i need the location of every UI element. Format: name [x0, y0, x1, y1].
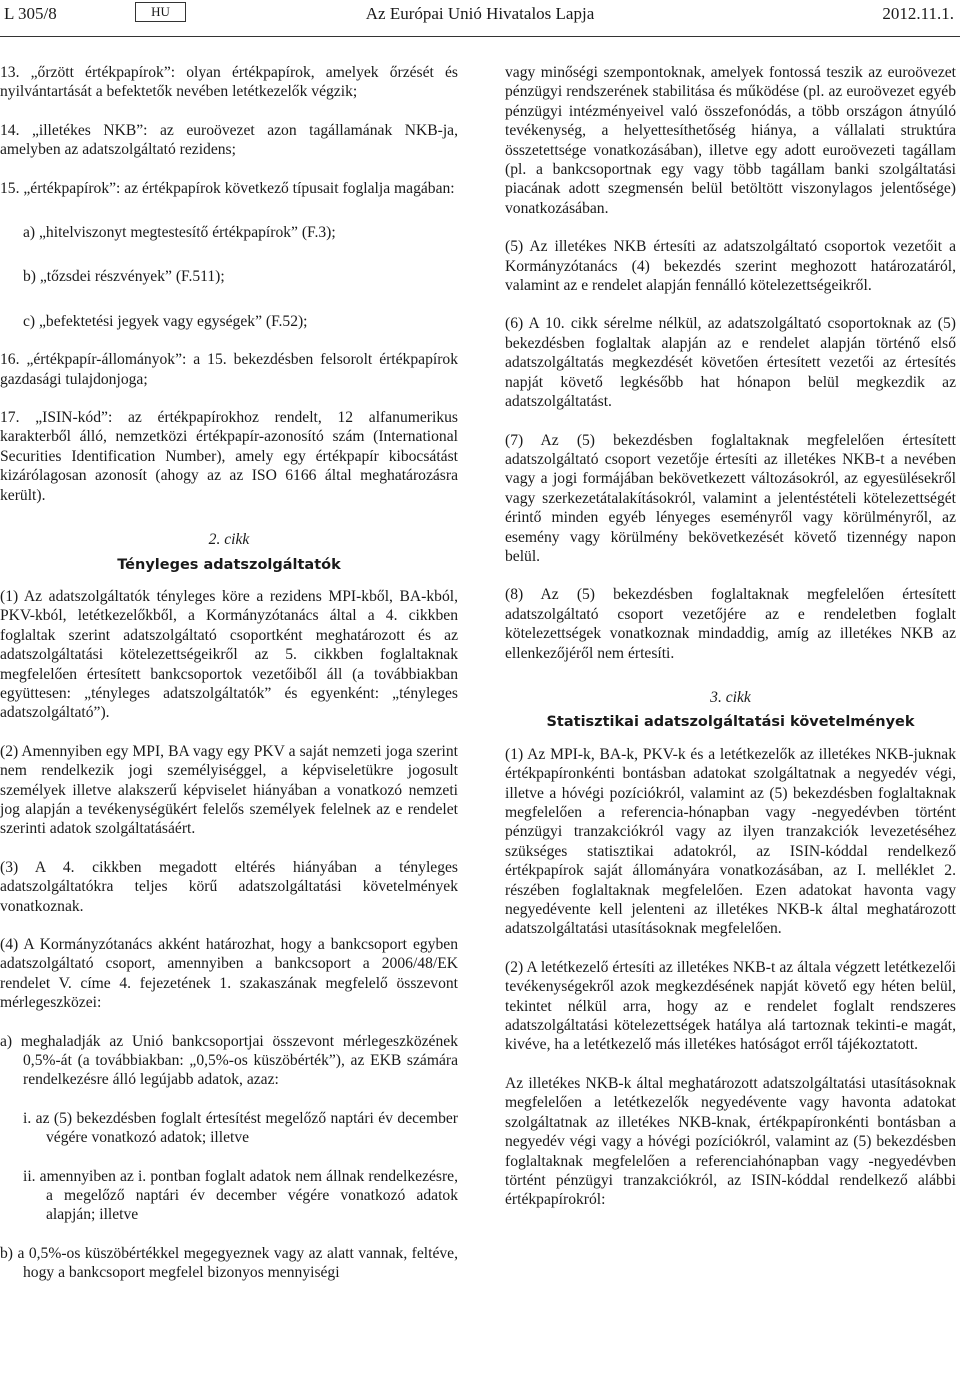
paragraph-14: 14. „illetékes NKB”: az euroövezet azon tagállamának NKB-ja, amelyben az adatszolgáltató rezidens;: [0, 121, 458, 159]
article-2-paragraph-4-a: a) meghaladják az Unió bankcsoportjai összevont mérlegeszközének 0,5%-át (a továbbiakban: „0,5%-os küszöbérték”), az EKB számára rendelkezésre álló legújabb adatok, azaz:: [0, 1032, 458, 1089]
article-2-paragraph-7: (7) Az (5) bekezdésben foglaltaknak megfelelően értesített adatszolgáltató csoport vezetője értesíti az illetékes NKB-t a nevében vagy a jogi formájában bekövetkezett változásokról, az egyesülésekről vagy szerkezetátalakításokról, valamint a jelentéstételi kötelezettségét érintő minden egyéb lényeges eseményről vagy körülményről, az esemény vagy körülmény bekövetkezését követő tizennégy napon belül.: [505, 431, 956, 565]
journal-title: Az Európai Unió Hivatalos Lapja: [365, 4, 595, 23]
header-divider: [0, 36, 960, 37]
article-2-paragraph-6: (6) A 10. cikk sérelme nélkül, az adatszolgáltató csoportoknak az (5) bekezdésben foglaltak alapján az e rendelet alapján történő első adatszolgáltatás megkezdését követően értesített vezetői az értesítés napját követő legkésőbb hat hónapon belül megkezdik az adatszolgáltatást.: [505, 315, 956, 411]
article-2-paragraph-1: (1) Az adatszolgáltatók tényleges köre a rezidens MPI-kből, BA-kból, PKV-kból, letétkezelőkből, a Kormányzótanács által a 4. cikkben foglaltak szerint adatszolgáltató csoportként meghatározott és az adatszolgáltatási kötelezettségeikről az 5. cikkben foglaltaknak megfelelően értesített bankcsoportok vezetőiből áll (a továbbiakban együttesen: „tényleges adatszolgáltatók” és egyenként: „tényleges adatszolgáltató”).: [0, 587, 458, 722]
paragraph-15-a: a) „hitelviszonyt megtestesítő értékpapírok” (F.3);: [23, 224, 336, 242]
article-3-paragraph-2-continued: Az illetékes NKB-k által meghatározott adatszolgáltatási utasításoknak megfelelően a letétkezelők negyedévente vagy havonta adatokat szolgáltatnak az illetékes NKB-knak, értékpapíronkénti bontásban a negyedév végi vagy a hóvégi pozíciókról, valamint az (5) bekezdésben foglaltaknak megfelelően a referenciahónapban vagy -negyedévben történt pénzügyi tranzakciókról, az ISIN-kóddal rendelkező alábbi értékpapírokról:: [505, 1074, 956, 1209]
article-2-number: 2. cikk: [208, 531, 250, 549]
paragraph-15-b: b) „tőzsdei részvények” (F.511);: [23, 268, 225, 286]
article-3-number: 3. cikk: [710, 688, 751, 706]
article-3-paragraph-1: (1) Az MPI-k, BA-k, PKV-k és a letétkezelők az illetékes NKB-juknak értékpapíronkénti bontásban adatokat szolgáltatnak a negyedév végi, illetve a hóvégi pozíciókról, valamint az (5) bekezdésben foglaltaknak megfelelően a referencia-hónapban vagy -negyedévben történt pénzügyi tranzakciókról vagy az ilyen tranzakciók levezetéséhez szükséges statisztikai adatokról, az ISIN-kóddal rendelkező értékpapírok saját állományára vonatkozásában, az I. melléklet 2. részében foglaltaknak megfelelően. Ezen adatokat havonta vagy negyedévente kell jelenteni az illetékes NKB-k által meghatározott adatszolgáltatási utasításoknak megfelelően.: [505, 745, 956, 938]
left-column: [0, 63, 458, 1283]
article-2-paragraph-2: (2) Amennyiben egy MPI, BA vagy egy PKV a saját nemzeti joga szerint nem rendelkezik jogi személyiséggel, a képviseletükre jogosult személyek illetve alakszerű képviselet hiányában a vonatkozó nemzeti jog alapján a tevékenységükért felelős személyek felelnek az e rendelet szerinti adatok szolgáltatásáért.: [0, 742, 458, 838]
article-3-title: Statisztikai adatszolgáltatási követelmények: [546, 714, 915, 731]
paragraph-16: 16. „értékpapír-állományok”: a 15. bekezdésben felsorolt értékpapírok gazdasági tulajdonjoga;: [0, 351, 458, 388]
article-2-paragraph-4-a-i: i. az (5) bekezdésben foglalt értesítést megelőző naptári év december végére vonatkozó adatok; illetve: [23, 1109, 458, 1147]
paragraph-15: 15. „értékpapírok”: az értékpapírok következő típusait foglalja magában:: [0, 179, 455, 197]
article-2-paragraph-4: (4) A Kormányzótanács akként határozhat, hogy a bankcsoport egyben adatszolgáltató csoport, amennyiben a bankcsoport a 2006/48/EK rendelet V. címe 4. fejezetének 1. szakaszának megfelelő összevont mérlegeszközei:: [0, 936, 458, 1012]
article-2-title: Tényleges adatszolgáltatók: [117, 556, 341, 573]
page-reference: L 305/8: [4, 4, 57, 23]
paragraph-13: 13. „őrzött értékpapírok”: olyan értékpapírok, amelyek őrzését és nyilvántartását a befektetők nevében letétkezelők végzik;: [0, 64, 458, 101]
paragraph-4-b-continued: vagy minőségi szempontoknak, amelyek fontossá teszik az euroövezet pénzügyi rendszerének stabilitása és működése (pl. az euroövezet egyéb pénzügyi intézményeivel való összefonódás, a több országon átnyúló tevékenység, a helyettesíthetőség hiánya, a vállalati struktúra összetettsége vonatkozásában), illetve egy adott euroövezeti tagállam (pl. a bankcsoportnak egy vagy több tagállam banki szolgáltatási piacának adott szegmensén belül betöltött viszonylagos jelentősége) vonatkozásában.: [505, 64, 956, 217]
article-2-paragraph-5: (5) Az illetékes NKB értesíti az adatszolgáltató csoportok vezetőit a Kormányzótanács (4) bekezdés szerint meghozott határozatáról, valamint az e rendelet alapján fennálló kötelezettségeikről.: [505, 238, 956, 295]
page-header: [0, 0, 960, 36]
paragraph-17: 17. „ISIN-kód”: az értékpapírokhoz rendelt, 12 alfanumerikus karakterből álló, nemzetközi értékpapír-azonosító szám (International Securities Identification Number), amely egy értékpapír kibocsátást kizárólagosan azonosít (ahogy az az ISO 6166 által meghatározásra került).: [0, 409, 458, 504]
paragraph-15-c: c) „befektetési jegyek vagy egységek” (F.52);: [23, 312, 308, 330]
publication-date: 2012.11.1.: [882, 4, 954, 23]
language-badge: HU: [135, 2, 186, 22]
article-2-paragraph-4-b: b) a 0,5%-os küszöbértékkel megegyeznek vagy az alatt vannak, feltéve, hogy a bankcsoport megfelel bizonyos mennyiségi: [0, 1244, 458, 1282]
article-2-paragraph-4-a-ii: ii. amennyiben az i. pontban foglalt adatok nem állnak rendelkezésre, a megelőző naptári év december végére vonatkozó adatok alapján; illetve: [23, 1167, 458, 1224]
article-2-paragraph-3: (3) A 4. cikkben megadott eltérés hiányában a tényleges adatszolgáltatókra teljes körű adatszolgáltatási követelmények vonatkoznak.: [0, 858, 458, 915]
article-3-paragraph-2: (2) A letétkezelő értesíti az illetékes NKB-t az általa végzett letétkezelői tevékenységekről azok megkezdésének napját követő egy héten belül, tekintet nélkül arra, hogy az e rendelet foglalt rendszeres adatszolgáltatási kötelezettségek hatálya alá tartoznak tekinti-e magát, kivéve, ha a letétkezelő más illetékes hatóságot erről tájékoztatott.: [505, 958, 956, 1054]
right-column: [505, 63, 956, 1210]
article-2-paragraph-8: (8) Az (5) bekezdésben foglaltaknak megfelelően értesített adatszolgáltató csoport vezetőjére az e rendeletben foglalt kötelezettségek vonatkoznak mindaddig, amíg az illetékes NKB az ellenkezőjéről nem értesíti.: [505, 586, 956, 662]
